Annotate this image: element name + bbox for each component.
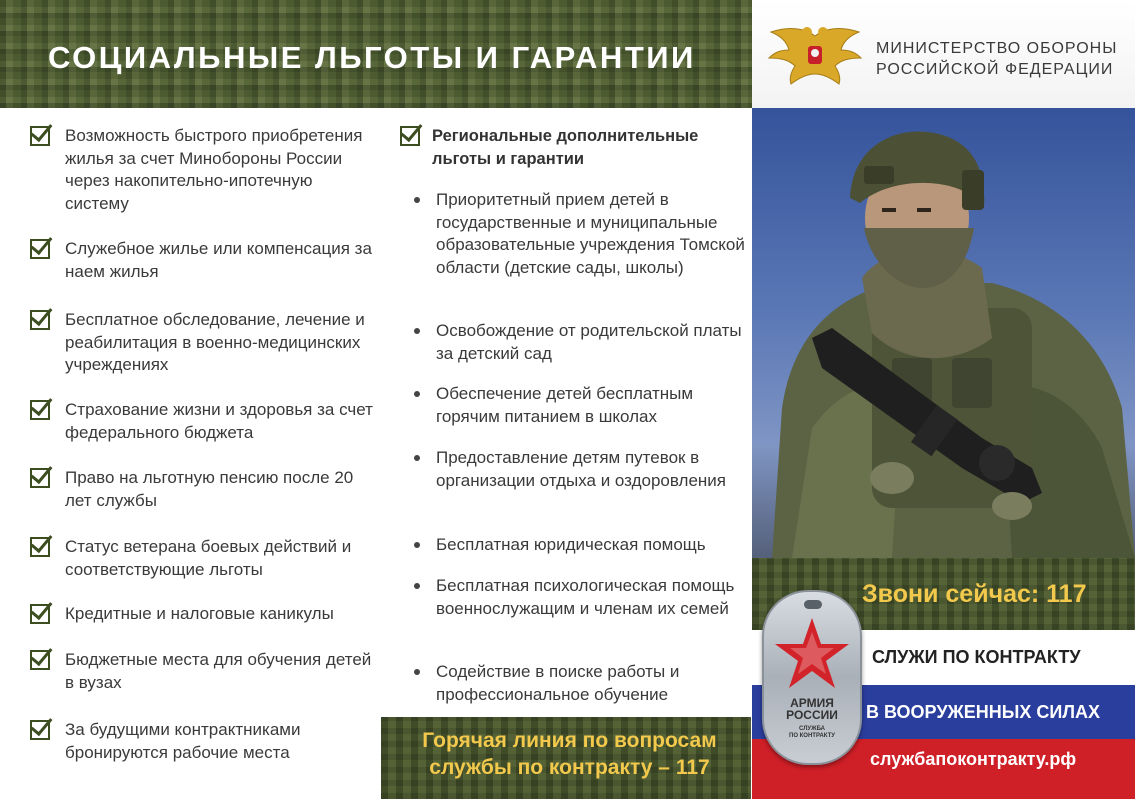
hotline-banner <box>381 717 751 799</box>
regional-item: Предоставление детям путевок в организации отдыха и оздоровления <box>436 448 726 490</box>
checkbox-icon <box>30 650 50 670</box>
army-name-line-2: РОССИИ <box>786 708 838 722</box>
checkbox-icon <box>400 126 420 146</box>
slogan-serve-contract: СЛУЖИ ПО КОНТРАКТУ <box>872 647 1081 667</box>
red-star-icon <box>772 614 852 694</box>
checkbox-icon <box>30 720 50 740</box>
regional-item: Бесплатная юридическая помощь <box>436 535 706 554</box>
army-name-line-1: АРМИЯ <box>790 696 834 710</box>
list-item-text: Кредитные и налоговые каникулы <box>65 604 334 623</box>
list-item-text: Возможность быстрого приобретения жилья за счет Минобороны России через накопительно-ипотечную систему <box>65 126 363 213</box>
double-headed-eagle-icon <box>767 22 863 92</box>
checkbox-icon <box>30 126 50 146</box>
website-link[interactable]: службапоконтракту.рф <box>870 749 1077 769</box>
bullet-icon <box>414 669 420 675</box>
army-subtitle <box>764 726 860 740</box>
army-russia-logo <box>762 590 862 765</box>
checkbox-icon <box>30 239 50 259</box>
bullet-icon <box>414 455 420 461</box>
regional-item: Обеспечение детей бесплатным горячим питанием в школах <box>436 384 694 426</box>
list-item-text: Бесплатное обследование, лечение и реабилитация в военно-медицинских учреждениях <box>65 310 365 374</box>
slogan-armed-forces: В ВООРУЖЕННЫХ СИЛАХ <box>866 702 1100 722</box>
checkbox-icon <box>30 604 50 624</box>
regional-item: Бесплатная психологическая помощь военнослужащим и членам их семей <box>436 576 735 618</box>
list-item-text: Статус ветерана боевых действий и соответствующие льготы <box>65 537 352 579</box>
dogtag-hole <box>804 600 822 609</box>
checkbox-icon <box>30 400 50 420</box>
ministry-name <box>876 38 1117 80</box>
army-sub-line-1: СЛУЖБА <box>799 726 825 732</box>
bullet-icon <box>414 542 420 548</box>
ministry-line-2: РОССИЙСКОЙ ФЕДЕРАЦИИ <box>876 61 1114 78</box>
header-camo-banner <box>0 0 752 108</box>
checkbox-icon <box>30 537 50 557</box>
army-name <box>764 697 860 721</box>
list-item-text: За будущими контрактниками бронируются рабочие места <box>65 720 301 762</box>
bullet-icon <box>414 197 420 203</box>
ministry-line-1: МИНИСТЕРСТВО ОБОРОНЫ <box>876 40 1118 57</box>
bullet-icon <box>414 328 420 334</box>
hotline-text: Горячая линия по вопросам службы по контракту – 117 <box>422 729 717 779</box>
list-item-text: Право на льготную пенсию после 20 лет службы <box>65 468 354 510</box>
ministry-block <box>752 0 1135 108</box>
bullet-icon <box>414 583 420 589</box>
page-title: СОЦИАЛЬНЫЕ ЛЬГОТЫ И ГАРАНТИИ <box>48 40 696 75</box>
list-item-text: Служебное жилье или компенсация за наем жилья <box>65 239 372 281</box>
regional-heading: Региональные дополнительные льготы и гарантии <box>432 127 699 168</box>
checkbox-icon <box>30 468 50 488</box>
checkbox-icon <box>30 310 50 330</box>
call-now-text: Звони сейчас: 117 <box>862 580 1087 608</box>
army-sub-line-2: ПО КОНТРАКТУ <box>789 733 835 739</box>
soldier-illustration <box>752 108 1135 558</box>
list-item-text: Страхование жизни и здоровья за счет федерального бюджета <box>65 400 373 442</box>
bullet-icon <box>414 391 420 397</box>
regional-item: Приоритетный прием детей в государственные и муниципальные образовательные учреждения Томской области (детские сады, школы) <box>436 190 745 277</box>
regional-item: Освобождение от родительской платы за детский сад <box>436 321 742 363</box>
list-item-text: Бюджетные места для обучения детей в вузах <box>65 650 372 692</box>
soldier-photo <box>752 108 1135 558</box>
regional-item: Содействие в поиске работы и профессиональное обучение <box>436 662 680 704</box>
